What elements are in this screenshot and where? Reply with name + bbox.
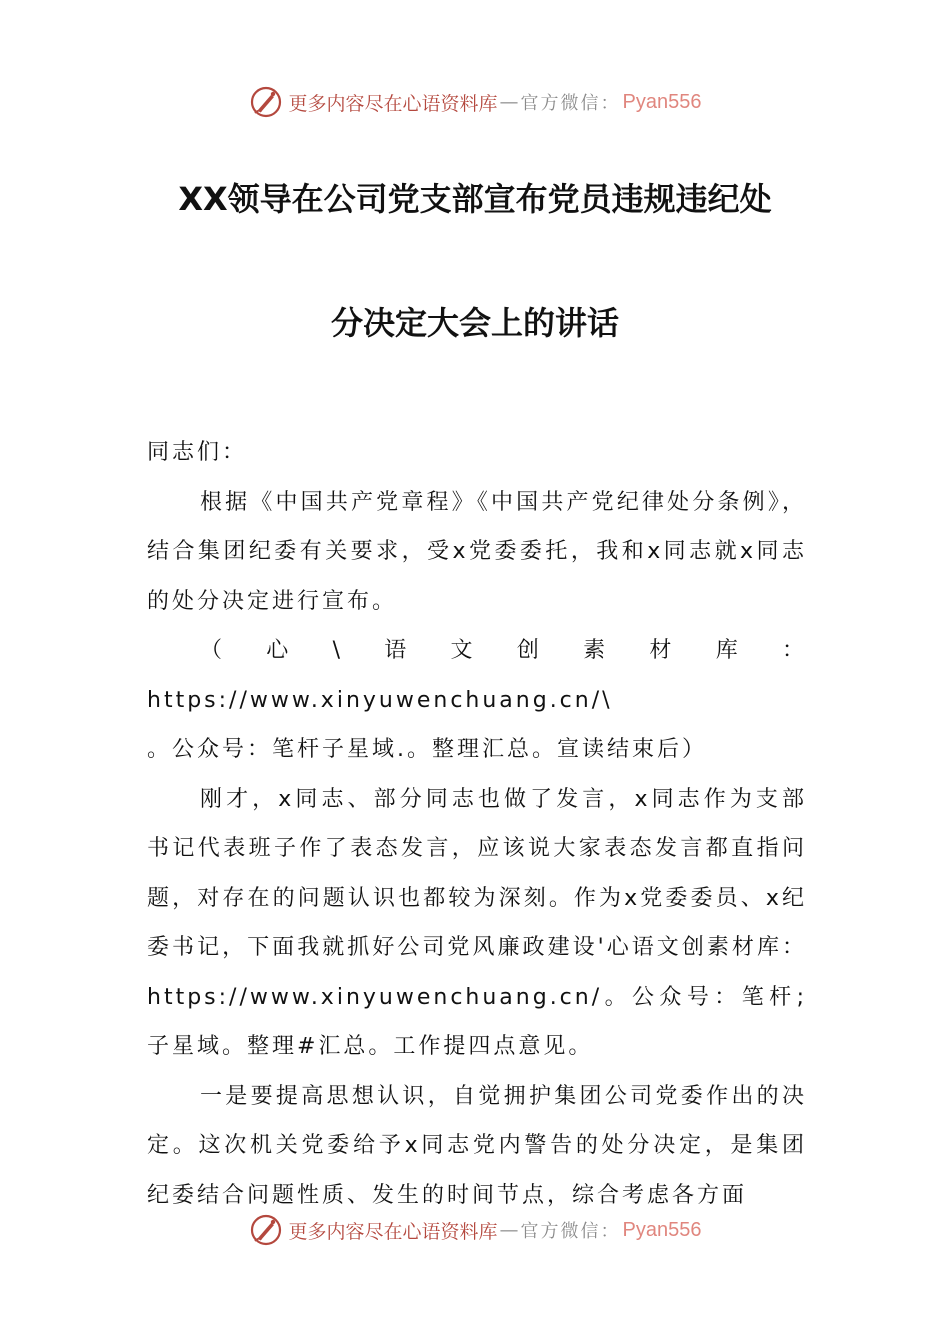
watermark-sub-text: 官方微信： [520,93,621,114]
salutation: 同志们： [147,440,248,465]
pen-seal-icon [249,1213,283,1247]
watermark-wechat-id: Pyan556 [622,1218,702,1241]
pen-seal-icon [249,85,283,119]
document-title-line2: 分决定大会上的讲话 [330,304,619,342]
paragraph-source-note-cont: 。公众号：笔杆子星域.。整理汇总。宣读结束后） [147,737,707,762]
document-title-line1: XX领导在公司党支部宣布党员违规违纪处 [178,180,772,218]
paragraph: 刚才，x同志、部分同志也做了发言，x同志作为支部书记代表班子作了表态发言，应该说大家表态发言都直指问题，对存在的问题认识也都较为深刻。作为x党委委员、x纪委书记，下面我就抓好公司党风廉政建设'心语文创素材库：https://www.xinyuwenchuang.cn/。公众号：笔杆;子星域。整理#汇总。工作提四点意见。 [147,786,807,1059]
header-watermark [0,82,950,122]
watermark-wechat-id: Pyan556 [622,90,702,113]
watermark-sub-text: 官方微信： [520,1221,621,1242]
paragraph: 根据《中国共产党章程》《中国共产党纪律处分条例》，结合集团纪委有关要求，受x党委委托，我和x同志就x同志的处分决定进行宣布。 [147,489,807,614]
footer-watermark [0,1210,950,1250]
paragraph: 一是要提高思想认识，自觉拥护集团公司党委作出的决定。这次机关党委给予x同志党内警告的处分决定，是集团纪委结合问题性质、发生的时间节点，综合考虑各方面 [147,1083,807,1208]
watermark-main-text: 更多内容尽在心语资料库 [288,1220,498,1243]
paragraph-source-note: （心\语文创素材库：https://www.xinyuwenchuang.cn/\ [147,638,807,713]
watermark-dash: — [499,1219,519,1241]
watermark-dash: — [499,91,519,113]
document-body [147,428,807,1220]
watermark-main-text: 更多内容尽在心语资料库 [288,92,498,115]
